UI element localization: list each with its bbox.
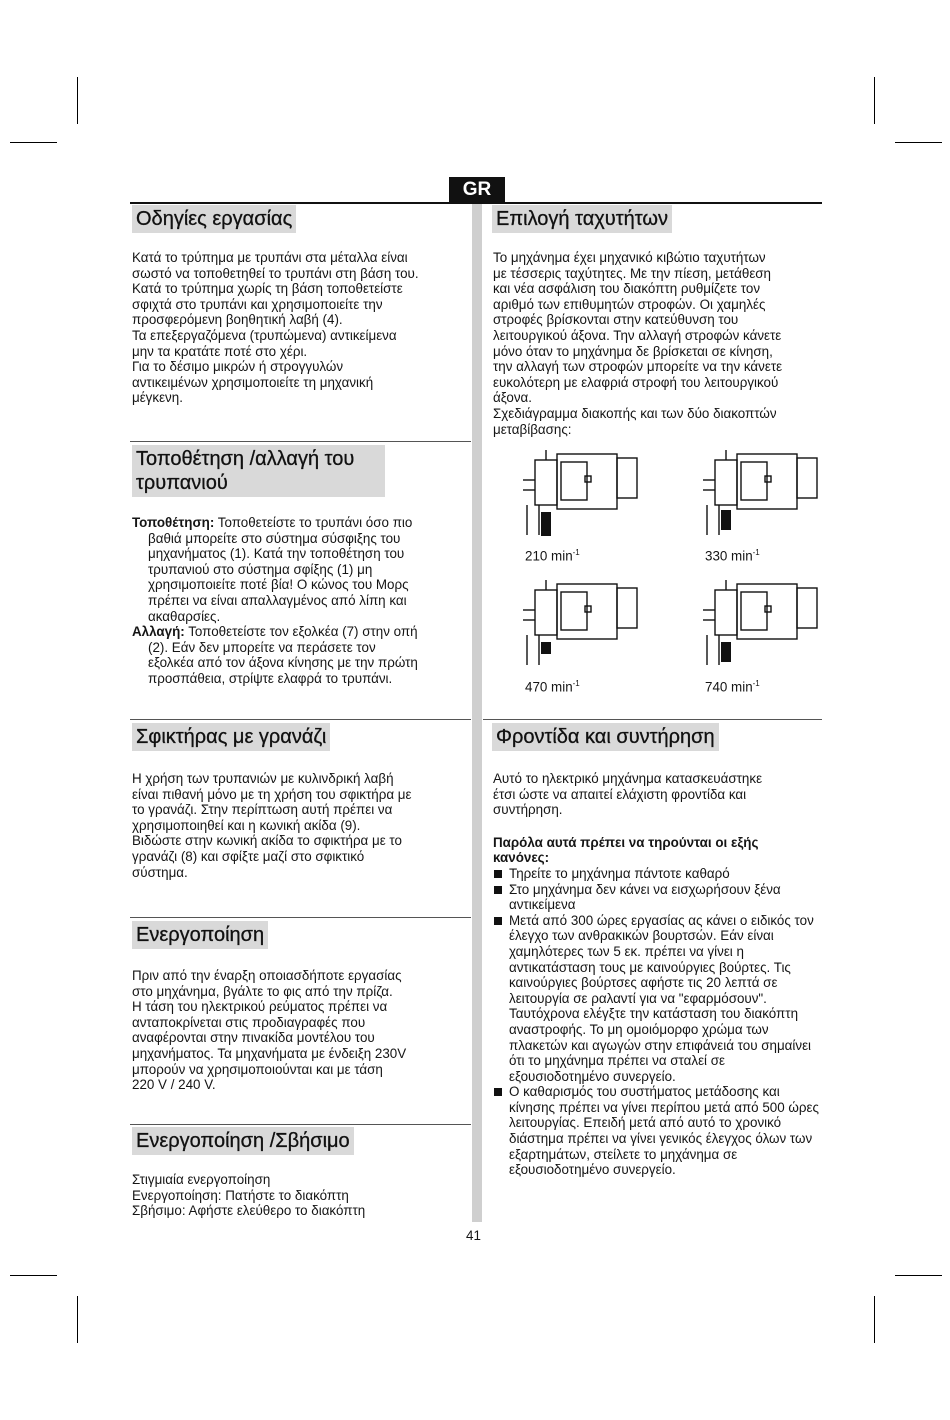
crop-mark <box>77 1296 78 1343</box>
section-title-speed-selection: Επιλογή ταχυτήτων <box>492 205 672 233</box>
text-line: Η τάση του ηλεκτρικού ρεύματος πρέπει να <box>132 999 388 1015</box>
speed-value: 740 min <box>705 679 753 695</box>
text-line: Για το δέσιμο μικρών ή στρογγυλών <box>132 359 344 375</box>
list-item: Μετά από 300 ώρες εργασίας ας κάνει ο ειδικός τον έλεγχο των ανθρακικών βουρτσών. Εάν είναι χαμηλότερες των 5 εκ. πρέπει να γίνει η αντικατάσταση τους με καινούργιες βούρτες. Τις καινούργιες βούρτσες αφήστε τις 20 λεπτά σε λειτουργία σε ραλαντί για να "εφαρμόσουν". Ταυτόχρονα ελέγξτε την κατάσταση του διακόπτη αναστροφής. Το μη ομοιόμορφο χρώμα των πλακετών και αγωγών στην επιφάνειά του σημαίνει ότι το μηχάνημα πρέπει να σταλεί σε εξουσιοδοτημένο συνεργείο. <box>493 913 823 1085</box>
text-line: συντήρηση. <box>493 802 563 818</box>
text-line: είναι πιθανή μόνο με τη χρήση του σφικτήρα με <box>132 786 412 802</box>
text-line: (2). Εάν δεν μπορείτε να περάσετε τον <box>148 639 376 655</box>
section-rule <box>130 1124 471 1125</box>
crop-mark <box>895 1275 942 1276</box>
text-line: Βιδώστε στην κωνική ακίδα το σφικτήρα με το <box>132 833 402 849</box>
work-instructions-text <box>132 250 467 406</box>
on-off-text <box>132 1172 467 1219</box>
rules-heading: κανόνες: <box>493 850 550 866</box>
speed-label <box>705 679 760 694</box>
text-line: γρανάζι (8) και σφίξτε μαζί στο σφικτικό <box>132 848 365 864</box>
insertion-label: Τοποθέτηση: <box>132 515 215 530</box>
text-line: βαθιά μπορείτε στο σύστημα σύσφιξης του <box>148 530 401 546</box>
section-title-on-off: Ενεργοποίηση /Σβήσιμο <box>132 1127 354 1155</box>
drill-insertion-text <box>132 515 467 687</box>
care-maintenance-text <box>493 771 823 1178</box>
text-line: σφιχτά στο τρυπάνι και χρησιμοποιείτε την <box>132 296 383 312</box>
text-line: σωστό να τοποθετηθεί το τρυπάνι στη βάση του. <box>132 265 419 281</box>
insertion-paragraph <box>132 515 467 531</box>
section-title-power-on: Ενεργοποίηση <box>132 921 268 949</box>
text-line: προσπάθεια, στρίψτε ελαφρά το τρυπάνι. <box>148 670 393 686</box>
crop-mark <box>77 77 78 124</box>
list-item: Ο καθαρισμός του συστήματος μετάδοσης και κίνησης πρέπει να γίνει περίπου μετά από 500 ώρες λειτουργίας. Επειδή μετά από αυτό το χρονικό διάστημα πρέπει να γίνει γενικός έλεγχος όλων των εξαρτημάτων, στείλετε το μηχάνημα σε εξουσιοδοτημένο συνεργείο. <box>493 1084 823 1178</box>
speed-exponent: -1 <box>572 679 580 688</box>
text-line: μηχανήματος. Τα μηχανήματα με ένδειξη 230V <box>132 1045 407 1061</box>
text-line: προσφερόμενη βοηθητική λαβή (4). <box>132 312 343 328</box>
text-line: Τα επεξεργαζόμενα (τρυπώμενα) αντικείμενα <box>132 327 397 343</box>
speed-label <box>705 548 760 563</box>
speed-selection-text <box>493 250 823 437</box>
text-line: αντικειμένων χρησιμοποιείτε τη μηχανική <box>132 374 374 390</box>
crop-mark <box>10 142 57 143</box>
text-line: λειτουργικού άξονα. Την αλλαγή στροφών κάνετε <box>493 327 782 343</box>
text-line: ακαθαρσίες. <box>148 608 221 624</box>
section-rule <box>130 719 471 720</box>
title-line: τρυπανιού <box>136 472 228 494</box>
page-number: 41 <box>466 1228 481 1243</box>
text-line: Η χρήση των τρυπανιών με κυλινδρική λαβή <box>132 771 394 786</box>
text-line: μέγκενη. <box>132 390 183 406</box>
text-line: και νέα ασφάλιση του διακόπτη ρυθμίζετε τον <box>493 281 761 297</box>
section-rule <box>130 441 471 442</box>
spacer <box>493 818 823 835</box>
text-line: έτσι ώστε να απαιτεί ελάχιστη φροντίδα και <box>493 786 747 802</box>
speed-exponent: -1 <box>572 548 580 557</box>
text-line: μόνο όταν το μηχάνημα δε βρίσκεται σε κίνηση, <box>493 343 773 359</box>
text-line: με τέσσερις ταχύτητες. Με την πίεση, μετάθεση <box>493 265 771 281</box>
speed-value: 210 min <box>525 548 573 564</box>
text-line: Αυτό το ηλεκτρικό μηχάνημα κατασκευάστηκε <box>493 771 763 786</box>
text-line: την αλλαγή των στροφών μπορείτε να την κάνετε <box>493 359 783 375</box>
speed-label <box>525 679 580 694</box>
gear-diagram <box>697 450 827 550</box>
text-line: τρυπανιού στο σύστημα σφίξης (1) μη <box>148 561 373 577</box>
crop-mark <box>874 77 875 124</box>
text-line: άξονα. <box>493 390 532 406</box>
change-paragraph <box>132 624 467 640</box>
speed-exponent: -1 <box>752 679 760 688</box>
text-line: Κατά το τρύπημα με τρυπάνι στα μέταλλα είναι <box>132 250 408 265</box>
maintenance-rules-list <box>493 866 823 1178</box>
change-label: Αλλαγή: <box>132 624 185 640</box>
crop-mark <box>10 1275 57 1276</box>
text-line: Σβήσιμο: Αφήστε ελεύθερο το διακόπτη <box>132 1203 366 1219</box>
text-line: στο μηχάνημα, βγάλτε το φις από την πρίζα. <box>132 983 393 999</box>
text-line: το γρανάζι. Στην περίπτωση αυτή πρέπει να <box>132 802 393 818</box>
gear-chuck-text <box>132 771 467 880</box>
text-line: Τοποθετείστε το τρυπάνι όσο πιο <box>214 515 413 530</box>
section-title-gear-chuck: Σφικτήρας με γρανάζι <box>132 723 330 751</box>
text-line: μηχανήματος (1). Κατά την τοποθέτηση του <box>148 546 405 562</box>
text-line: εξολκέα από τον άξονα κίνησης με την πρώτη <box>148 655 418 671</box>
text-line: Στιγμιαία ενεργοποίηση <box>132 1172 271 1187</box>
section-title-care-maintenance: Φροντίδα και συντήρηση <box>492 723 719 751</box>
text-line: σύστημα. <box>132 864 188 880</box>
text-line: ευκολότερη με ελαφριά στροφή του λειτουργικού <box>493 374 779 390</box>
list-item: Στο μηχάνημα δεν κάνει να εισχωρήσουν ξένα αντικείμενα <box>493 882 823 913</box>
section-rule <box>483 719 822 720</box>
text-line: πρέπει να είναι απαλλαγμένος από λίπη και <box>148 592 407 608</box>
crop-mark <box>895 142 942 143</box>
text-line: χρησιμοποιηθεί και η κωνική ακίδα (9). <box>132 817 361 833</box>
text-line: στροφές βρίσκονται στην κατεύθυνση του <box>493 312 739 328</box>
speed-label <box>525 548 580 563</box>
speed-exponent: -1 <box>752 548 760 557</box>
language-badge: GR <box>449 177 505 203</box>
text-line: 220 V / 240 V. <box>132 1077 216 1093</box>
gear-diagram <box>517 580 647 680</box>
text-line: Τοποθετείστε τον εξολκέα (7) στην οπή <box>184 624 418 640</box>
column-divider <box>472 204 482 1222</box>
text-line: Το μηχάνημα έχει μηχανικό κιβώτιο ταχυτήτων <box>493 250 766 265</box>
speed-value: 470 min <box>525 679 573 695</box>
text-line: μην τα κρατάτε ποτέ στο χέρι. <box>132 343 308 359</box>
text-line: μπορούν να χρησιμοποιούνται και με τάση <box>132 1061 383 1077</box>
power-on-text <box>132 968 467 1093</box>
speed-value: 330 min <box>705 548 753 564</box>
text-line: χρησιμοποιείτε ποτέ βία! Ο κώνος του Μορς <box>148 577 409 593</box>
text-line: ανταποκρίνεται στις προδιαγραφές που <box>132 1014 366 1030</box>
text-line: Κατά το τρύπημα χωρίς τη βάση τοποθετείστε <box>132 281 403 297</box>
section-title-work-instructions: Οδηγίες εργασίας <box>132 205 296 233</box>
gear-diagram <box>517 450 647 550</box>
crop-mark <box>874 1296 875 1343</box>
text-line: αριθμό των επιθυμητών στροφών. Οι χαμηλές <box>493 296 766 312</box>
title-line: Τοποθέτηση /αλλαγή του <box>136 448 355 470</box>
text-line: μεταβίβασης: <box>493 421 572 437</box>
gear-diagram <box>697 580 827 680</box>
section-rule <box>130 917 471 918</box>
text-line: Πριν από την έναρξη οποιασδήποτε εργασίας <box>132 968 402 983</box>
rules-heading: Παρόλα αυτά πρέπει να τηρούνται οι εξής <box>493 834 759 850</box>
section-title-drill-insertion <box>132 445 385 497</box>
text-line: Σχεδιάγραμμα διακοπής και των δύο διακοπτών <box>493 405 777 421</box>
list-item: Τηρείτε το μηχάνημα πάντοτε καθαρό <box>493 866 823 882</box>
text-line: Ενεργοποίηση: Πατήστε το διακόπτη <box>132 1187 349 1203</box>
text-line: αναφέρονται στην πινακίδα μοντέλου του <box>132 1030 375 1046</box>
